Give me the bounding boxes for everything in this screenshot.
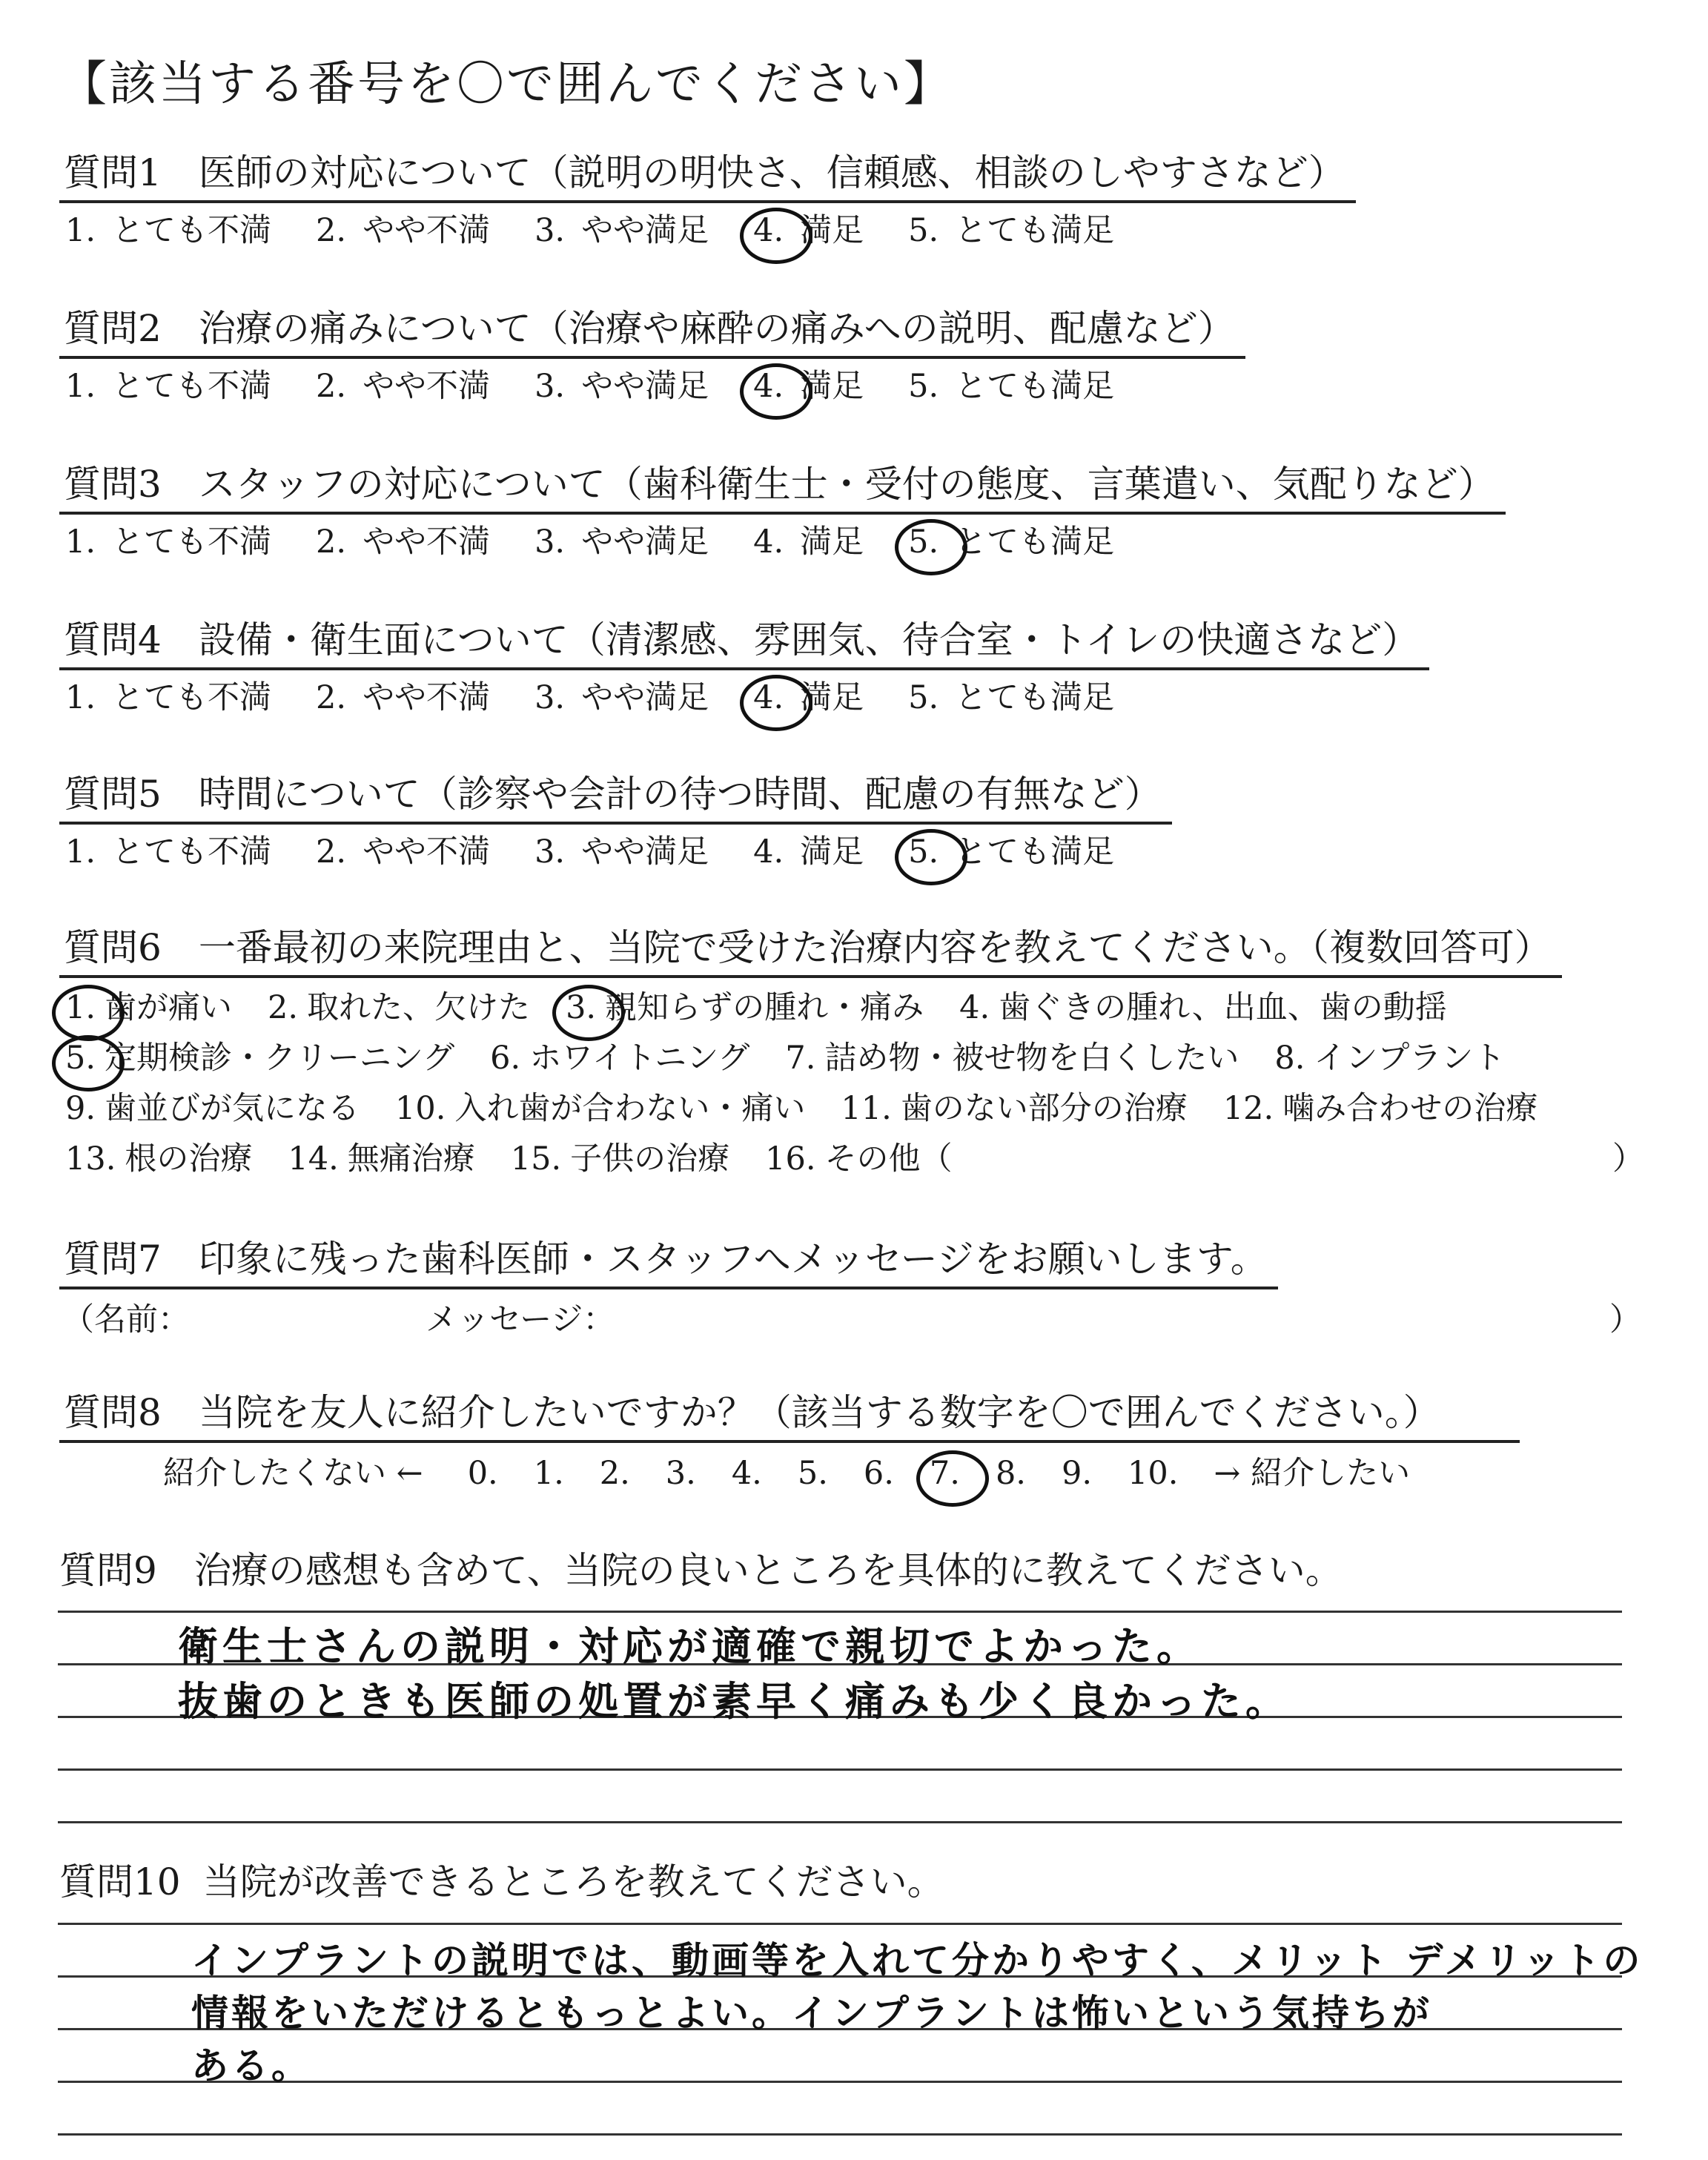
option-number: 1. — [65, 212, 96, 249]
option-label: 取れた、欠けた — [307, 989, 531, 1026]
scale-option-5[interactable] — [798, 1449, 828, 1498]
option-number: 1. — [65, 679, 96, 716]
answer-line — [58, 2133, 1622, 2136]
option-number: 2. — [316, 524, 347, 561]
rating-option-2[interactable] — [316, 675, 490, 721]
rating-option-2[interactable] — [316, 829, 490, 875]
rating-options — [59, 829, 1653, 875]
scale-option-7[interactable] — [930, 1449, 960, 1498]
option-label: 子供の治療 — [570, 1140, 730, 1178]
rating-option-5[interactable] — [908, 829, 1114, 875]
question-4-title — [59, 615, 1429, 670]
question-8-title — [59, 1388, 1520, 1443]
question-6 — [59, 923, 1653, 1184]
option-number: 1. — [65, 524, 96, 561]
reason-option-16[interactable] — [765, 1134, 952, 1184]
reason-option-15[interactable] — [511, 1134, 729, 1184]
scale-option-1[interactable] — [534, 1449, 564, 1498]
option-number: 3. — [566, 989, 597, 1026]
scale-option-10[interactable] — [1128, 1449, 1178, 1498]
option-number: 10. — [1128, 1455, 1179, 1492]
option-number: 3. — [534, 833, 566, 871]
handwritten-answer-line: 抜歯のときも医師の処置が素早く痛みも少く良かった。 — [178, 1678, 1290, 1725]
rating-option-1[interactable] — [65, 363, 271, 409]
rating-option-5[interactable] — [908, 208, 1114, 254]
question-number: 質問6 — [64, 926, 162, 969]
scale-option-9[interactable] — [1062, 1449, 1092, 1498]
option-label: とても満足 — [955, 524, 1115, 561]
rating-option-4[interactable] — [753, 675, 864, 721]
reason-option-5[interactable] — [65, 1033, 454, 1083]
option-label: とても不満 — [112, 679, 272, 716]
answer-line — [58, 1923, 1622, 1925]
option-number: 13. — [65, 1140, 116, 1178]
option-label: とても不満 — [112, 833, 272, 871]
option-number: 5. — [797, 1455, 828, 1492]
question-9-title — [59, 1546, 1653, 1595]
option-number: 2. — [316, 679, 347, 716]
question-7 — [59, 1235, 1653, 1344]
option-number: 5. — [908, 212, 939, 249]
option-number: 5. — [908, 679, 939, 716]
name-label: （名前： — [62, 1301, 190, 1338]
reason-option-9[interactable] — [65, 1083, 360, 1134]
option-label: やや不満 — [363, 368, 491, 405]
scale-option-2[interactable] — [600, 1449, 630, 1498]
option-label: 無痛治療 — [347, 1140, 475, 1178]
question-7-title — [59, 1235, 1278, 1289]
option-number: 1. — [65, 989, 96, 1026]
question-number: 質問1 — [64, 151, 162, 194]
reason-option-3[interactable] — [566, 982, 924, 1033]
reason-options-row — [59, 982, 1653, 1033]
option-number: 4. — [753, 212, 784, 249]
scale-option-4[interactable] — [732, 1449, 762, 1498]
option-number: 7. — [785, 1040, 816, 1077]
question-number: 質問2 — [64, 307, 162, 350]
option-number: 14. — [288, 1140, 339, 1178]
option-number: 7. — [929, 1455, 960, 1492]
option-label: やや不満 — [363, 212, 491, 249]
option-number: 9. — [65, 1090, 96, 1127]
option-label: 満足 — [800, 368, 864, 405]
option-label: ホワイトニング — [529, 1040, 750, 1077]
reason-option-11[interactable] — [841, 1083, 1187, 1134]
question-text: 当院を友人に紹介したいですか？（該当する数字を〇で囲んでください。） — [198, 1391, 1440, 1434]
reason-options-row — [59, 1083, 1653, 1134]
recommend-scale — [59, 1449, 1653, 1498]
rating-option-5[interactable] — [908, 675, 1114, 721]
option-number: 1. — [533, 1455, 564, 1492]
option-number: 5. — [65, 1040, 96, 1077]
question-number: 質問4 — [64, 618, 162, 661]
question-text: 時間について（診察や会計の待つ時間、配慮の有無など） — [198, 773, 1162, 816]
option-number: 4. — [959, 989, 990, 1026]
rating-option-1[interactable] — [65, 519, 271, 565]
reason-options-row — [59, 1134, 1644, 1184]
rating-option-5[interactable] — [908, 519, 1114, 565]
reason-option-6[interactable] — [490, 1033, 749, 1083]
option-number: 10. — [395, 1090, 446, 1127]
question-text: 印象に残った歯科医師・スタッフへメッセージをお願いします。 — [198, 1238, 1268, 1281]
question-6-title — [59, 923, 1562, 978]
question-text: 一番最初の来院理由と、当院で受けた治療内容を教えてください。（複数回答可） — [198, 926, 1552, 969]
question-2-title — [59, 304, 1245, 359]
option-number: 12. — [1222, 1090, 1274, 1127]
option-label: とても満足 — [955, 679, 1115, 716]
option-label: 歯のない部分の治療 — [900, 1090, 1188, 1127]
question-number: 質問10 — [59, 1860, 181, 1903]
question-5-title — [59, 770, 1172, 825]
rating-option-4[interactable] — [753, 829, 864, 875]
reason-option-2[interactable] — [268, 982, 530, 1033]
option-number: 9. — [1061, 1455, 1093, 1492]
option-number: 6. — [863, 1455, 894, 1492]
question-3-title — [59, 460, 1506, 515]
question-text: 治療の痛みについて（治療や麻酔の痛みへの説明、配慮など） — [198, 307, 1235, 350]
rating-option-1[interactable] — [65, 675, 271, 721]
option-label: 入れ歯が合わない・痛い — [454, 1090, 806, 1127]
option-number: 3. — [534, 679, 566, 716]
message-label: メッセージ： — [426, 1301, 615, 1338]
option-label: とても満足 — [955, 212, 1115, 249]
question-1-title — [59, 148, 1356, 203]
option-number: 5. — [908, 524, 939, 561]
option-label: やや満足 — [581, 833, 709, 871]
option-label: 噛み合わせの治療 — [1282, 1090, 1538, 1127]
question-text: 医師の対応について（説明の明快さ、信頼感、相談のしやすさなど） — [198, 151, 1345, 194]
option-label: やや満足 — [581, 212, 709, 249]
option-label: 歯が痛い — [105, 989, 233, 1026]
option-number: 2. — [316, 833, 347, 871]
question-number: 質問3 — [64, 463, 162, 506]
close-paren: ） — [1612, 1140, 1644, 1178]
answer-line — [58, 1821, 1622, 1823]
question-number: 質問9 — [59, 1549, 157, 1592]
rating-options — [59, 363, 1653, 409]
rating-option-2[interactable] — [316, 208, 490, 254]
option-number: 15. — [510, 1140, 562, 1178]
option-number: 2. — [268, 989, 299, 1026]
answer-line — [58, 1768, 1622, 1771]
option-label: 根の治療 — [125, 1140, 253, 1178]
option-label: その他（ — [824, 1140, 953, 1178]
option-label: 満足 — [800, 679, 864, 716]
option-number: 4. — [731, 1455, 762, 1492]
rating-option-4[interactable] — [753, 363, 864, 409]
option-label: やや不満 — [363, 524, 491, 561]
rating-option-1[interactable] — [65, 829, 271, 875]
question-number: 質問5 — [64, 773, 162, 816]
reason-option-4[interactable] — [959, 982, 1447, 1033]
option-label: やや不満 — [363, 679, 491, 716]
option-label: インプラント — [1314, 1040, 1506, 1077]
rating-option-2[interactable] — [316, 363, 490, 409]
instruction-header: 【該当する番号を〇で囲んでください】 — [59, 57, 953, 112]
handwritten-answer-line: インプラントの説明では、動画等を入れて分かりやすく、メリット デメリットの — [191, 1939, 1644, 1982]
reason-options-row — [59, 1033, 1653, 1083]
option-label: 満足 — [800, 833, 864, 871]
option-number: 3. — [534, 212, 566, 249]
option-number: 4. — [753, 368, 784, 405]
option-label: やや満足 — [581, 524, 709, 561]
rating-option-2[interactable] — [316, 519, 490, 565]
rating-options — [59, 675, 1653, 721]
option-number: 8. — [1274, 1040, 1305, 1077]
question-2 — [59, 304, 1653, 409]
option-label: 満足 — [800, 524, 864, 561]
option-number: 1. — [65, 368, 96, 405]
reason-option-8[interactable] — [1274, 1033, 1505, 1083]
option-number: 11. — [841, 1090, 892, 1127]
option-number: 1. — [65, 833, 96, 871]
option-number: 5. — [908, 368, 939, 405]
option-label: やや満足 — [581, 368, 709, 405]
option-number: 2. — [316, 368, 347, 405]
reason-option-14[interactable] — [288, 1134, 474, 1184]
scale-option-8[interactable] — [996, 1449, 1026, 1498]
scale-left-label: 紹介したくない ← — [163, 1455, 423, 1492]
close-paren: ） — [1609, 1301, 1641, 1338]
rating-option-3[interactable] — [534, 829, 709, 875]
reason-options — [59, 982, 1653, 1184]
option-label: とても不満 — [112, 368, 272, 405]
question-5 — [59, 770, 1653, 875]
message-line — [59, 1295, 1641, 1344]
question-text: スタッフの対応について（歯科衛生士・受付の態度、言葉遣い、気配りなど） — [198, 463, 1495, 506]
option-number: 4. — [753, 524, 784, 561]
reason-option-13[interactable] — [65, 1134, 252, 1184]
option-label: やや満足 — [581, 679, 709, 716]
option-label: 満足 — [800, 212, 864, 249]
rating-option-3[interactable] — [534, 675, 709, 721]
option-number: 5. — [908, 833, 939, 871]
handwritten-answer-line: 情報をいただけるともっとよい。インプラントは怖いという気持ちが — [191, 1992, 1432, 2035]
option-label: とても不満 — [112, 212, 272, 249]
option-number: 16. — [765, 1140, 816, 1178]
option-label: とても不満 — [112, 524, 272, 561]
option-label: 歯ぐきの腫れ、出血、歯の動揺 — [999, 989, 1447, 1026]
option-label: 詰め物・被せ物を白くしたい — [824, 1040, 1239, 1077]
rating-option-5[interactable] — [908, 363, 1114, 409]
option-number: 8. — [995, 1455, 1026, 1492]
option-label: とても満足 — [955, 833, 1115, 871]
handwritten-answer-line: 衛生士さんの説明・対応が適確で親切でよかった。 — [178, 1623, 1201, 1670]
rating-options — [59, 519, 1653, 565]
scale-right-label: → 紹介したい — [1214, 1455, 1411, 1492]
option-number: 4. — [753, 833, 784, 871]
option-label: 歯並びが気になる — [105, 1090, 360, 1127]
option-label: とても満足 — [955, 368, 1115, 405]
option-label: 定期検診・クリーニング — [105, 1040, 455, 1077]
question-10-title — [59, 1857, 1653, 1906]
answer-line — [58, 1611, 1622, 1613]
reason-option-1[interactable] — [65, 982, 232, 1033]
option-number: 3. — [534, 524, 566, 561]
question-number: 質問7 — [64, 1238, 162, 1281]
question-4 — [59, 615, 1653, 721]
rating-option-1[interactable] — [65, 208, 271, 254]
option-number: 3. — [534, 368, 566, 405]
rating-option-3[interactable] — [534, 208, 709, 254]
question-8 — [59, 1388, 1653, 1498]
question-text: 当院が改善できるところを教えてください。 — [202, 1860, 944, 1903]
option-label: 親知らずの腫れ・痛み — [605, 989, 924, 1026]
question-1 — [59, 148, 1653, 254]
option-number: 4. — [753, 679, 784, 716]
reason-option-10[interactable] — [395, 1083, 805, 1134]
reason-option-7[interactable] — [785, 1033, 1239, 1083]
question-text: 設備・衛生面について（清潔感、雰囲気、待合室・トイレの快適さなど） — [198, 618, 1420, 661]
rating-option-4[interactable] — [753, 208, 864, 254]
option-number: 2. — [599, 1455, 630, 1492]
rating-option-3[interactable] — [534, 363, 709, 409]
question-9 — [59, 1546, 1653, 1595]
rating-options — [59, 208, 1653, 254]
question-10 — [59, 1857, 1653, 1906]
option-number: 3. — [665, 1455, 696, 1492]
option-label: やや不満 — [363, 833, 491, 871]
rating-option-4[interactable] — [753, 519, 864, 565]
question-text: 治療の感想も含めて、当院の良いところを具体的に教えてください。 — [193, 1549, 1343, 1592]
option-number: 2. — [316, 212, 347, 249]
handwritten-answer-line: ある。 — [191, 2044, 311, 2087]
scale-option-6[interactable] — [864, 1449, 894, 1498]
rating-option-3[interactable] — [534, 519, 709, 565]
option-number: 6. — [490, 1040, 521, 1077]
question-3 — [59, 460, 1653, 565]
reason-option-12[interactable] — [1223, 1083, 1537, 1134]
scale-option-3[interactable] — [666, 1449, 696, 1498]
question-number: 質問8 — [64, 1391, 162, 1434]
option-number: 0. — [467, 1455, 498, 1492]
scale-option-0[interactable] — [468, 1449, 498, 1498]
